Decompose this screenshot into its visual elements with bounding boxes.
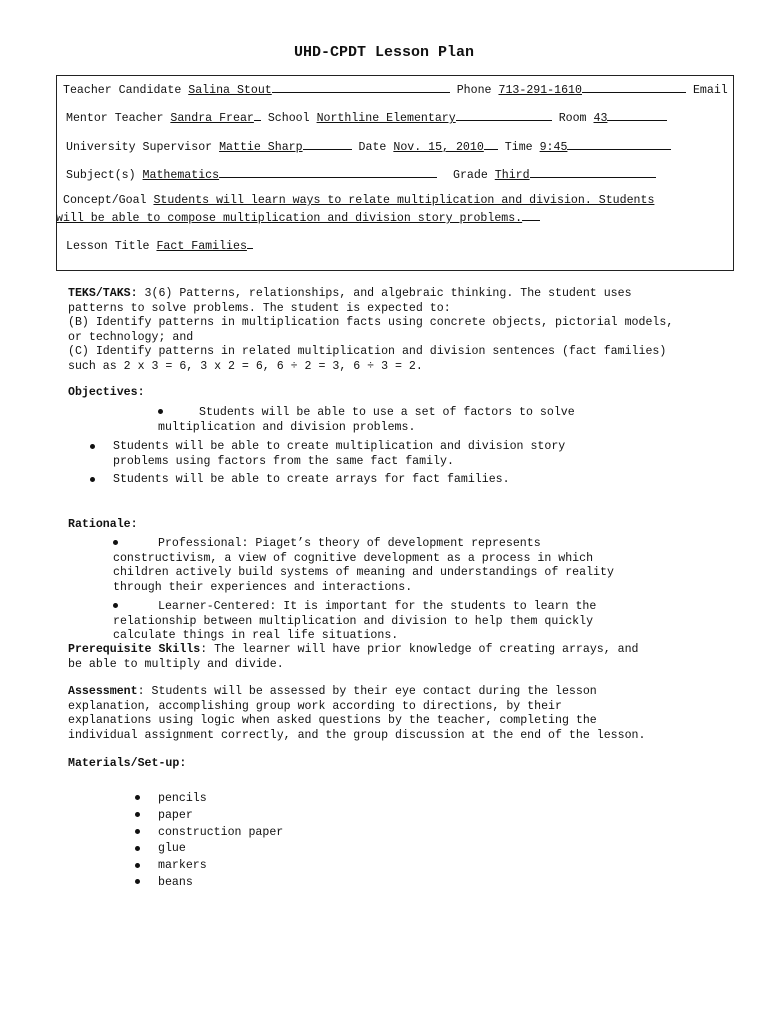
phone-label: Phone [456, 84, 492, 97]
professional-line-3: children actively build systems of meaning and understandings of reality [113, 566, 614, 579]
supervisor-label: University Supervisor [66, 141, 213, 154]
professional-line-2: constructivism, a view of cognitive development as a process in which [113, 551, 594, 565]
assessment-line-1: : Students will be assessed by their eye contact during the lesson [137, 685, 597, 698]
materials-label: Materials/Set-up: [68, 757, 187, 770]
prerequisite-line-2: be able to multiply and divide. [68, 657, 284, 671]
lesson-title-row [66, 237, 253, 253]
assessment-label: Assessment [68, 685, 138, 698]
assessment-line-3: explanations using logic when asked questions by the teacher, completing the [68, 714, 597, 727]
rationale-label: Rationale: [68, 518, 138, 531]
bullet-icon [135, 863, 140, 868]
concept-label: Concept/Goal [63, 194, 147, 207]
objective-2-line-1: Students will be able to create multiplication and division story [113, 440, 566, 453]
material-item: construction paper [158, 825, 284, 839]
room-fill-line [607, 109, 667, 121]
objective-item-1 [158, 406, 575, 435]
concept-fill-line [522, 209, 540, 221]
time-fill-line [567, 138, 671, 150]
objective-3-line-1: Students will be able to create arrays for fact families. [113, 473, 510, 486]
teacher-label: Teacher Candidate [63, 84, 182, 97]
concept-line-2 [56, 209, 540, 225]
date-label: Date [358, 141, 387, 154]
teacher-row [63, 81, 728, 97]
subject-value: Mathematics [142, 169, 220, 182]
material-item: glue [158, 842, 186, 856]
time-value: 9:45 [539, 141, 568, 154]
concept-value-1: Students will learn ways to relate multiplication and division. Students [153, 194, 655, 207]
bullet-icon [135, 879, 140, 884]
assessment-line-2: explanation, accomplishing group work according to directions, by their [68, 699, 562, 713]
learner-line-1: Learner-Centered: It is important for the students to learn the [158, 600, 597, 613]
lesson-title-label: Lesson Title [66, 240, 150, 253]
teks-line-6: such as 2 x 3 = 6, 3 x 2 = 6, 6 ÷ 2 = 3, 6 ÷ 3 = 2. [68, 359, 423, 373]
teks-label: TEKS/TAKS: [68, 287, 138, 300]
school-fill-line [456, 109, 552, 121]
bullet-icon [135, 795, 140, 800]
supervisor-row [66, 138, 671, 154]
objective-2-line-2: problems using factors from the same fact family. [113, 454, 454, 468]
materials-list [135, 791, 283, 892]
bullet-icon [90, 477, 95, 482]
learner-line-3: calculate things in real life situations. [113, 629, 399, 642]
teks-line-1: 3(6) Patterns, relationships, and algebraic thinking. The student uses [137, 287, 632, 300]
concept-line-1 [63, 194, 654, 207]
date-fill-line [484, 138, 498, 150]
lesson-title-fill-line [247, 237, 253, 249]
objective-1-line-1: Students will be able to use a set of factors to solve [199, 406, 575, 419]
email-label: Email [692, 84, 728, 97]
professional-line-4: through their experiences and interactions. [113, 580, 413, 594]
bullet-icon [135, 846, 140, 851]
supervisor-fill-line [303, 138, 352, 150]
rationale-learner [113, 600, 596, 644]
supervisor-value: Mattie Sharp [219, 141, 303, 154]
material-item: paper [158, 808, 193, 822]
bullet-icon [158, 409, 163, 414]
page-title: UHD-CPDT Lesson Plan [293, 44, 475, 61]
list-item [135, 841, 283, 858]
objective-item-3 [90, 473, 510, 488]
teacher-value: Salina Stout [188, 84, 272, 97]
bullet-icon [90, 444, 95, 449]
teks-line-2: patterns to solve problems. The student is expected to: [68, 301, 451, 315]
prerequisite-section [68, 643, 738, 672]
objective-item-2 [90, 440, 565, 469]
phone-fill-line [582, 81, 686, 93]
bullet-icon [135, 829, 140, 834]
room-value: 43 [593, 112, 608, 125]
bullet-icon [113, 540, 118, 545]
school-label: School [267, 112, 310, 125]
concept-value-2: will be able to compose multiplication and division story problems. [56, 212, 523, 225]
teks-line-3: (B) Identify patterns in multiplication facts using concrete objects, pictorial models, [68, 316, 674, 329]
mentor-fill-line [254, 109, 261, 121]
list-item [135, 825, 283, 842]
mentor-label: Mentor Teacher [66, 112, 164, 125]
material-item: pencils [158, 792, 207, 805]
material-item: beans [158, 875, 193, 889]
grade-fill-line [530, 166, 656, 178]
professional-line-1: Professional: Piaget’s theory of development represents [158, 537, 541, 550]
room-label: Room [558, 112, 587, 125]
teks-line-4: or technology; and [68, 330, 194, 344]
rationale-professional [113, 537, 614, 595]
teacher-fill-line [272, 81, 450, 93]
material-item: markers [158, 859, 207, 873]
bullet-icon [135, 812, 140, 817]
teks-section [68, 287, 738, 374]
phone-value: 713-291-1610 [498, 84, 582, 97]
prerequisite-label: Prerequisite Skills [68, 643, 201, 656]
subject-label: Subject(s) [66, 169, 136, 182]
list-item [135, 858, 283, 875]
learner-line-2: relationship between multiplication and division to help them quickly [113, 614, 594, 628]
subject-fill-line [219, 166, 437, 178]
objective-1-line-2: multiplication and division problems. [158, 420, 416, 434]
bullet-icon [113, 603, 118, 608]
list-item [135, 791, 283, 808]
grade-value: Third [494, 169, 530, 182]
teks-line-5: (C) Identify patterns in related multiplication and division sentences (fact families) [68, 345, 667, 358]
assessment-section [68, 685, 738, 743]
subject-row [66, 166, 656, 182]
mentor-value: Sandra Frear [170, 112, 254, 125]
assessment-line-4: individual assignment correctly, and the group discussion at the end of the lesson. [68, 728, 646, 742]
list-item [135, 808, 283, 825]
mentor-row [66, 109, 667, 125]
lesson-title-value: Fact Families [156, 240, 247, 253]
objectives-label: Objectives: [68, 386, 145, 399]
time-label: Time [504, 141, 533, 154]
list-item [135, 875, 283, 892]
date-value: Nov. 15, 2010 [393, 141, 484, 154]
school-value: Northline Elementary [316, 112, 456, 125]
grade-label: Grade [453, 169, 488, 182]
prerequisite-line-1: : The learner will have prior knowledge of creating arrays, and [200, 643, 639, 656]
